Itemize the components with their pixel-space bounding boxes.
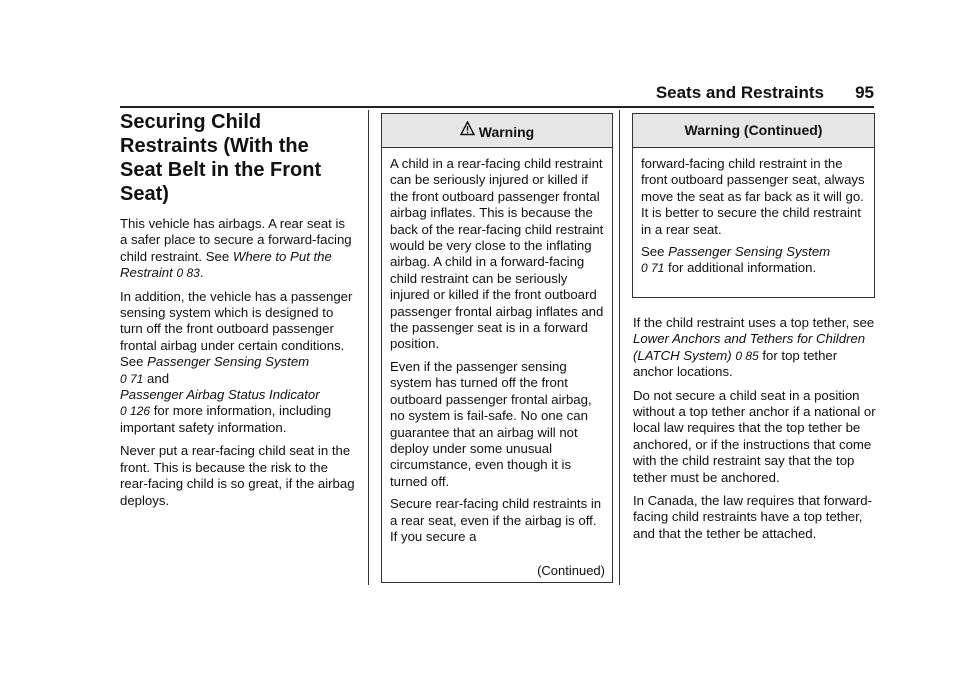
left-column — [120, 110, 356, 516]
paragraph-canada: In Canada, the law requires that forward-facing child restraints have a top tether, and that the tether be attached. — [633, 493, 872, 541]
section-heading: Securing Child Restraints (With the Seat Belt in the Front Seat) — [120, 111, 322, 205]
warning-paragraph: Even if the passenger sensing system has turned off the front outboard passenger frontal airbag, no system is fail-safe. No one can guarantee that an airbag will not deploy under some unusual circumstance, even though it is turned off. — [390, 358, 592, 489]
page-ref[interactable]: 0 85 — [735, 348, 759, 363]
paragraph-airbags: This vehicle has airbags. A rear seat is a safer place to secure a forward-facing child restraint. See Where to Put the Restraint 0 83. — [120, 216, 352, 281]
cross-ref-link[interactable]: Passenger Airbag Status Indicator — [120, 387, 320, 403]
section-title: Seats and Restraints — [655, 83, 824, 102]
warning-title: Warning — [478, 124, 535, 140]
right-column — [633, 315, 876, 549]
warning-paragraph: See Passenger Sensing System 0 71 for additional information. — [641, 244, 831, 276]
warning-continued-box — [632, 113, 875, 298]
paragraph-tether: If the child restraint uses a top tether, see Lower Anchors and Tethers for Children (LATCH System) 0 85 for top tether anchor locations. — [633, 315, 875, 380]
page-ref[interactable]: 0 83 — [176, 266, 200, 281]
warning-paragraph: forward-facing child restraint in the front outboard passenger seat, always move the seat as far back as it will go. It is better to secure the child restraint in a rear seat. — [641, 156, 865, 237]
warning-paragraph: A child in a rear-facing child restraint can be seriously injured or killed if the front outboard passenger frontal airbag inflates. This is because the back of the rear-facing child restraint would be very close to the inflating airbag. A child in a forward-facing child restraint can be seriously injured or killed if the front outboard passenger frontal airbag inflates and the passenger seat is in a forward position. — [390, 156, 604, 352]
cross-ref-link[interactable]: Where to Put the Restraint — [120, 248, 332, 281]
warning-body — [633, 148, 874, 277]
warning-triangle-icon — [460, 114, 475, 150]
paragraph-anchor: Do not secure a child seat in a position without a top tether anchor if a national or local law requires that the top tether be anchored, or if the instructions that come with the child restraint say that the top tether must be anchored. — [633, 387, 876, 485]
warning-title-bar: Warning (Continued) — [633, 114, 874, 148]
paragraph-sensing: In addition, the vehicle has a passenger sensing system which is designed to turn off the front outboard passenger frontal airbag under certain conditions. See Passenger Sensing System 0 71 and Passenger Airbag Status Indicator 0 126 for more information, including important safety information. — [120, 288, 353, 435]
column-divider — [619, 110, 620, 585]
page-header — [120, 80, 874, 108]
paragraph-never: Never put a rear-facing child seat in the front. This is because the risk to the rear-facing child is so great, if the airbag deploys. — [120, 443, 355, 508]
page-ref[interactable]: 0 71 — [120, 371, 144, 386]
page-ref[interactable]: 0 126 — [120, 404, 151, 419]
cross-ref-link[interactable]: Passenger Sensing System — [147, 354, 310, 370]
continued-label: (Continued) — [537, 563, 605, 578]
page-ref[interactable]: 0 71 — [641, 261, 665, 276]
warning-body — [382, 148, 612, 545]
cross-ref-link[interactable]: Lower Anchors and Tethers for Children (LATCH System) — [633, 331, 866, 363]
warning-paragraph: Secure rear-facing child restraints in a rear seat, even if the airbag is off. If you secure a — [390, 496, 602, 544]
warning-title-bar — [382, 114, 612, 148]
warning-box — [381, 113, 613, 583]
page-number: 95 — [855, 83, 874, 102]
column-divider — [368, 110, 369, 585]
cross-ref-link[interactable]: Passenger Sensing System — [668, 244, 831, 260]
